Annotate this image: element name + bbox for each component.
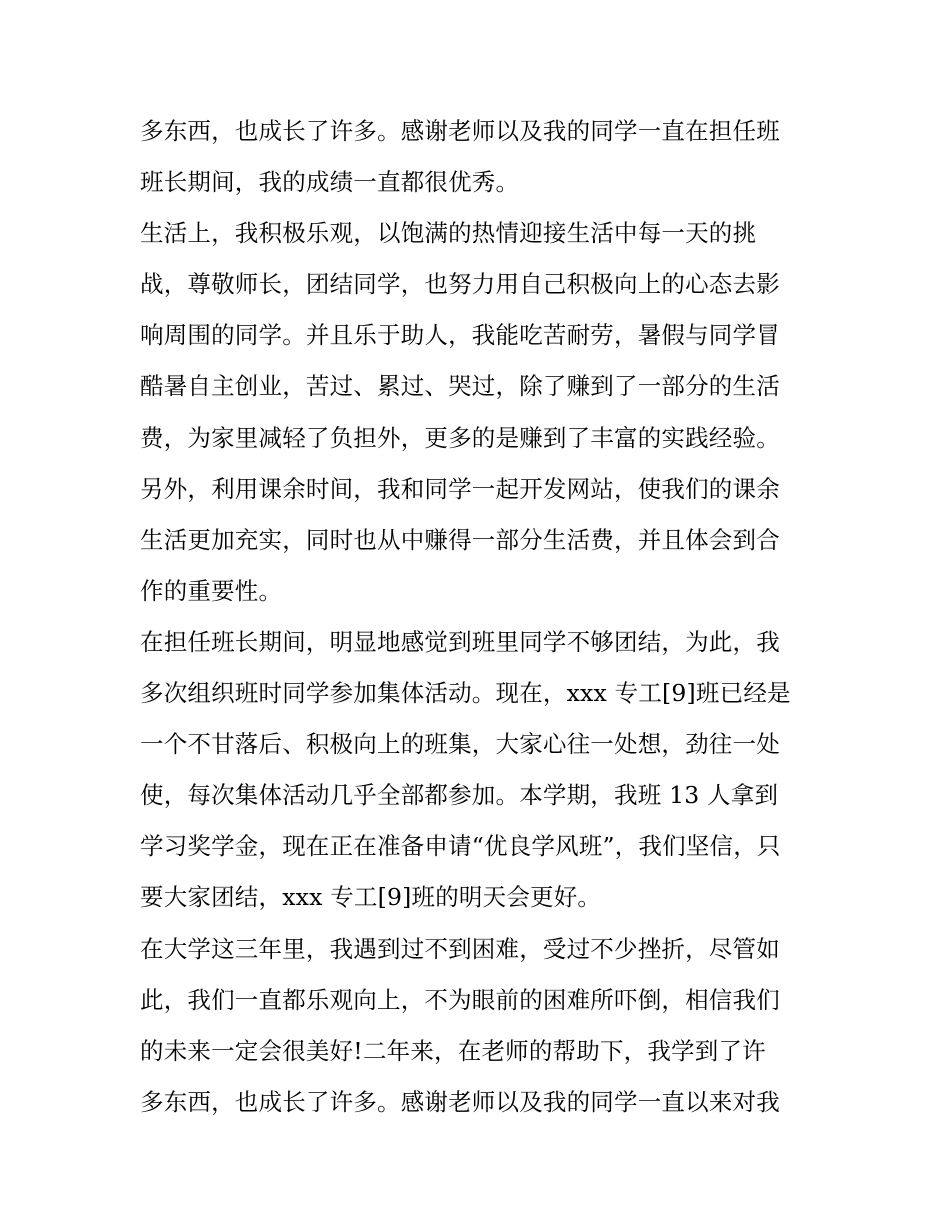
text-line: 班长期间，我的成绩一直都很优秀。	[140, 168, 520, 197]
text-line: 响周围的同学。并且乐于助人，我能吃苦耐劳，暑假与同学冒	[140, 321, 780, 350]
text-line: 的未来一定会很美好!二年来，在老师的帮助下，我学到了许	[140, 1036, 766, 1065]
text-line: 费，为家里减轻了负担外，更多的是赚到了丰富的实践经验。	[140, 423, 780, 452]
text-line: 战，尊敬师长，团结同学，也努力用自己积极向上的心态去影	[140, 270, 780, 299]
text-line: 此，我们一直都乐观向上，不为眼前的困难所吓倒，相信我们	[140, 985, 780, 1014]
text-line: 多东西，也成长了许多。感谢老师以及我的同学一直在担任班	[140, 117, 780, 145]
text-line: 要大家团结，xxx 专工[9]班的明天会更好。	[140, 883, 602, 912]
text-line: 在大学这三年里，我遇到过不到困难，受过不少挫折，尽管如	[140, 934, 780, 963]
text-line: 作的重要性。	[140, 576, 283, 605]
text-line: 酷暑自主创业，苦过、累过、哭过，除了赚到了一部分的生活	[140, 372, 780, 401]
text-line: 另外，利用课余时间，我和同学一起开发网站，使我们的课余	[140, 474, 780, 503]
text-line: 多东西，也成长了许多。感谢老师以及我的同学一直以来对我	[140, 1087, 780, 1116]
text-line: 使，每次集体活动几乎全部都参加。本学期，我班 13 人拿到	[140, 781, 779, 810]
text-line: 多次组织班时同学参加集体活动。现在，xxx 专工[9]班已经是	[140, 679, 791, 708]
document-body	[140, 106, 820, 1128]
text-line: 一个不甘落后、积极向上的班集，大家心往一处想，劲往一处	[140, 730, 780, 759]
text-line: 生活上，我积极乐观，以饱满的热情迎接生活中每一天的挑	[140, 219, 757, 248]
text-line: 生活更加充实，同时也从中赚得一部分生活费，并且体会到合	[140, 525, 780, 554]
text-line: 在担任班长期间，明显地感觉到班里同学不够团结，为此，我	[140, 627, 780, 656]
text-line: 学习奖学金，现在正在准备申请“优良学风班”，我们坚信，只	[140, 832, 781, 861]
